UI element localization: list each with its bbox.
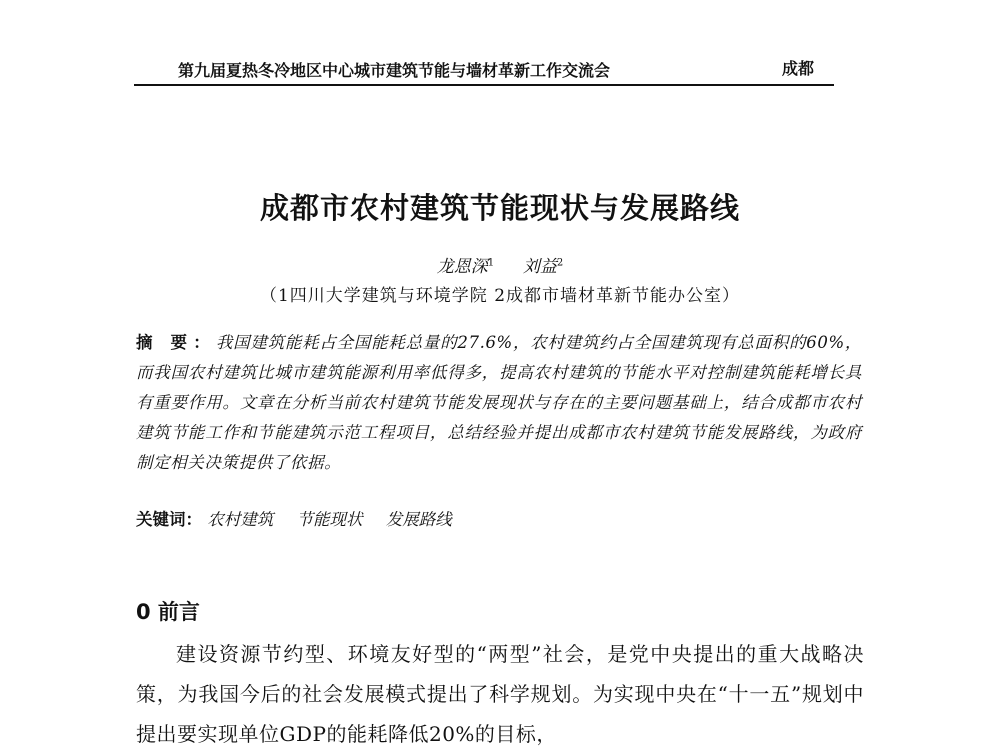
affiliations: （1四川大学建筑与环境学院 2成都市墙材革新节能办公室） <box>259 286 741 306</box>
header-city: 成都 <box>781 59 814 78</box>
author-affil-mark: 1 <box>487 257 495 269</box>
keyword: 节能现状 <box>296 510 363 529</box>
keywords <box>136 506 862 530</box>
body-paragraph: 建设资源节约型、环境友好型的“两型”社会，是党中央提出的重大战略决策，为我国今后的社会发展模式提出了科学规划。为实现中央在“十一五”规划中提出要实现单位GDP的能耗降低20%的目标， <box>136 642 864 746</box>
author-name: 刘益 <box>522 257 557 277</box>
abstract-text: 我国建筑能耗占全国能耗总量的27.6%，农村建筑约占全国建筑现有总面积的60%，而我国农村建筑比城市建筑能源利用率低得多，提高农村建筑的节能水平对控制建筑能耗增长具有重要作用。文章在分析当前农村建筑节能发展现状与存在的主要问题基础上，结合成都市农村建筑节能工作和节能建筑示范工程项目，总结经验并提出成都市农村建筑节能发展路线，为政府制定相关决策提供了依据。 <box>136 333 862 472</box>
author-name: 龙恩深 <box>436 257 488 277</box>
section-heading: 0 前言 <box>136 600 200 624</box>
keyword: 农村建筑 <box>207 510 274 529</box>
paper-title: 成都市农村建筑节能现状与发展路线 <box>259 191 740 225</box>
keywords-label: 关键词： <box>136 510 202 529</box>
author-line <box>0 252 1000 277</box>
running-header <box>134 52 834 86</box>
author-affil-mark: 2 <box>556 257 564 269</box>
keyword: 发展路线 <box>385 510 452 529</box>
abstract-label: 摘 要： <box>136 333 216 352</box>
abstract <box>136 328 862 478</box>
conference-name: 第九届夏热冬冷地区中心城市建筑节能与墙材革新工作交流会 <box>178 61 611 80</box>
